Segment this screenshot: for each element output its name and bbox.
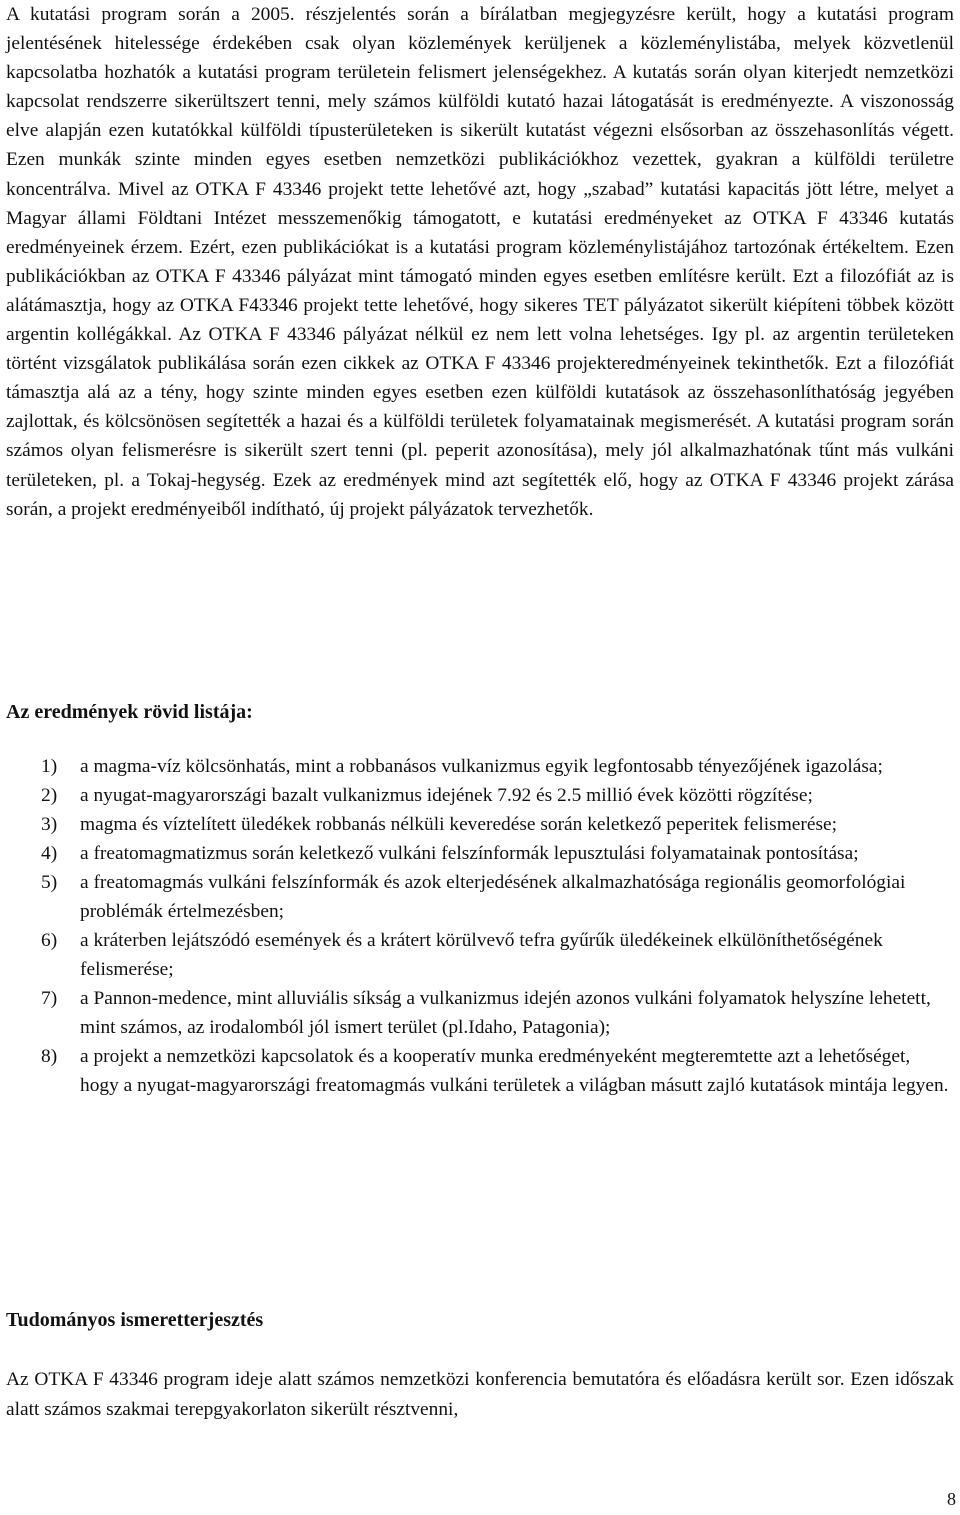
- list-item-text: a freatomagmás vulkáni felszínformák és azok elterjedésének alkalmazhatósága regionális geomorfológiai problémák értelmezésben;: [80, 872, 906, 922]
- list-item-number: 1): [41, 756, 58, 777]
- list-item-text: a projekt a nemzetközi kapcsolatok és a kooperatív munka eredményeként megteremtette azt a lehetőséget, hogy a nyugat-magyarországi freatomagmás vulkáni területek a világban másutt zajló kutatások mintája legyen.: [80, 1046, 949, 1096]
- list-item: [6, 752, 954, 781]
- list-item-text: a magma-víz kölcsönhatás, mint a robbanásos vulkanizmus egyik legfontosabb tényezőjének igazolása;: [80, 756, 883, 777]
- list-item-number: 3): [41, 814, 58, 835]
- list-item: [6, 868, 954, 926]
- list-item-number: 6): [41, 930, 58, 951]
- list-item: [6, 839, 954, 868]
- results-heading: Az eredmények rövid listája:: [6, 701, 253, 723]
- list-item-number: 5): [41, 872, 58, 893]
- list-item-number: 8): [41, 1046, 58, 1067]
- document-page: [6, 0, 954, 1420]
- list-item-text: a nyugat-magyarországi bazalt vulkanizmus idejének 7.92 és 2.5 millió évek közötti rögzítése;: [80, 785, 813, 806]
- list-item-number: 4): [41, 843, 58, 864]
- list-item: [6, 926, 954, 984]
- list-item-text: a freatomagmatizmus során keletkező vulkáni felszínformák lepusztulási folyamatainak pontosítása;: [80, 843, 859, 864]
- list-item: [6, 810, 954, 839]
- intro-paragraph: A kutatási program során a 2005. részjelentés során a bírálatban megjegyzésre került, hogy a kutatási program jelentésének hitelessége érdekében csak olyan közlemények kerüljenek a közleménylistába, melyek közvetlenül kapcsolatba hozhatók a kutatási program területein felismert jelenségekhez. A kutatás során olyan kiterjedt nemzetközi kapcsolat rendszerre sikerültszert tenni, mely számos külföldi kutató hazai látogatását is eredményezte. A viszonosság elve alapján ezen kutatókkal külföldi típusterületeken is sikerült kutatást végezni elsősorban az összehasonlítás végett. Ezen munkák szinte minden egyes esetben nemzetközi publikációkhoz vezettek, gyakran a külföldi területre koncentrálva. Mivel az OTKA F 43346 projekt tette lehetővé azt, hogy „szabad” kutatási kapacitás jött létre, melyet a Magyar állami Földtani Intézet messzemenőkig támogatott, e kutatási eredményeket az OTKA F 43346 kutatás eredményeinek érzem. Ezért, ezen publikációkat is a kutatási program közleménylistájához tartozónak értékeltem. Ezen publikációkban az OTKA F 43346 pályázat mint támogató minden egyes esetben említésre került. Ezt a filozófiát az is alátámasztja, hogy az OTKA F43346 projekt tette lehetővé, hogy sikeres TET pályázatot sikerült kiépíteni többek között argentin kollégákkal. Az OTKA F 43346 pályázat nélkül ez nem lett volna lehetséges. Igy pl. az argentin területeken történt vizsgálatok publikálása során ezen cikkek az OTKA F 43346 projekteredményeinek tekinthetők. Ezt a filozófiát támasztja alá az a tény, hogy szinte minden egyes esetben ezen külföldi kutatások az összehasonlíthatóság jegyében zajlottak, és kölcsönösen segítették a hazai és a külföldi területek folyamatainak megismerését. A kutatási program során számos olyan felismerésre is sikerült szert tenni (pl. peperit azonosítása), mely jól alkalmazhatónak tűnt más vulkáni területeken, pl. a Tokaj-hegység. Ezek az eredmények mind azt segítették elő, hogy az OTKA F 43346 projekt zárása során, a projekt eredményeiből indítható, új projekt pályázatok tervezhetők.: [6, 4, 954, 520]
- list-item: [6, 1042, 954, 1100]
- page-number: 8: [947, 1489, 956, 1509]
- list-item-number: 2): [41, 785, 58, 806]
- list-item-number: 7): [41, 988, 58, 1009]
- list-item-text: a Pannon-medence, mint alluviális síkság a vulkanizmus idején azonos vulkáni folyamatok helyszíne lehetett, mint számos, az irodalomból jól ismert terület (pl.Idaho, Patagonia);: [80, 988, 931, 1038]
- outreach-heading: Tudományos ismeretterjesztés: [6, 1309, 264, 1331]
- results-list: [6, 752, 954, 1100]
- outreach-paragraph: Az OTKA F 43346 program ideje alatt számos nemzetközi konferencia bemutatóra és előadásra került sor. Ezen időszak alatt számos szakmai terepgyakorlaton sikerült résztvenni,: [6, 1369, 954, 1420]
- list-item: [6, 984, 954, 1042]
- list-item-text: magma és víztelített üledékek robbanás nélküli keveredése során keletkező peperitek felismerése;: [80, 814, 837, 835]
- list-item-text: a kráterben lejátszódó események és a krátert körülvevő tefra gyűrűk üledékeinek elkülöníthetőségének felismerése;: [80, 930, 883, 980]
- list-item: [6, 781, 954, 810]
